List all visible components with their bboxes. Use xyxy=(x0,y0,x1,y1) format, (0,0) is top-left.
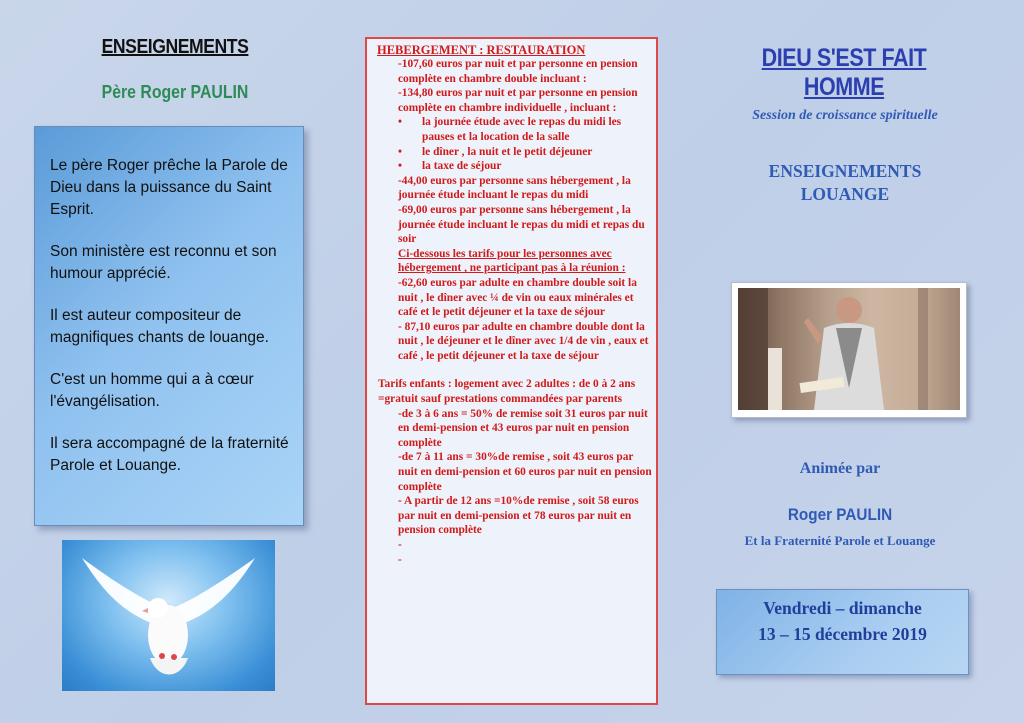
tariff-note: Ci-dessous les tarifs pour les personnes avec hébergement , ne participant pas à la réunion : xyxy=(398,247,626,275)
fraternity-name: Et la Fraternité Parole et Louange xyxy=(744,533,936,548)
bio-paragraph: Le père Roger prêche la Parole de Dieu dans la puissance du Saint Esprit. xyxy=(50,157,288,218)
left-heading: ENSEIGNEMENTS xyxy=(101,36,249,58)
price-line: - 87,10 euros par adulte en chambre double dont la nuit , le déjeuner et le dîner avec 1/4 de vin , eaux et café , le petit déjeuner et la taxe de séjour xyxy=(398,320,649,362)
hosted-by-label: Animée par xyxy=(799,460,881,477)
brochure-title: DIEU S'EST FAIT HOMME xyxy=(761,44,927,101)
speaker-photo-icon xyxy=(738,288,960,410)
speaker-name: Roger PAULIN xyxy=(787,505,893,524)
topic-praise: LOUANGE xyxy=(800,184,890,204)
dash-line: - xyxy=(398,539,402,551)
event-dates: 13 – 15 décembre 2019 xyxy=(758,624,927,644)
price-line: -107,60 euros par nuit et par personne en pension complète en chambre double incluant : xyxy=(398,58,638,85)
topic-teaching: ENSEIGNEMENTS xyxy=(768,161,922,181)
dash-line: - xyxy=(398,553,402,566)
speaker-subheading: Père Roger PAULIN xyxy=(101,82,249,102)
children-price-line: - A partir de 12 ans =10%de remise , soit 58 euros par nuit en demi-pension et 78 euros par nuit en pension complète xyxy=(398,495,639,537)
speaker-photo xyxy=(738,288,960,410)
children-price-line: -de 7 à 11 ans = 30%de remise , soit 43 euros par nuit en demi-pension et 60 euros par nuit en pension complète xyxy=(398,451,652,493)
children-price-line: -de 3 à 6 ans = 50% de remise soit 31 euros par nuit en demi-pension et 43 euros par nuit en pension complète xyxy=(398,407,648,449)
children-tariff: Tarifs enfants : logement avec 2 adultes : de 0 à 2 ans =gratuit sauf prestations commandées par parents xyxy=(378,378,636,406)
program-topics xyxy=(700,160,990,206)
bullet-item: • la taxe de séjour xyxy=(398,159,654,174)
dove-image xyxy=(62,540,275,691)
accommodation-text xyxy=(378,57,654,567)
dove-icon xyxy=(62,540,275,691)
bio-paragraph: Son ministère est reconnu et son humour apprécié. xyxy=(50,243,277,282)
event-days: Vendredi – dimanche xyxy=(763,598,922,618)
bio-text xyxy=(50,155,290,497)
price-line: -44,00 euros par personne sans hébergement , la journée étude incluant le repas du midi xyxy=(398,174,631,202)
accommodation-heading: HEBERGEMENT : RESTAURATION xyxy=(377,43,586,57)
session-subtitle: Session de croissance spirituelle xyxy=(752,108,938,123)
bio-paragraph: C'est un homme qui a à cœur l'évangélisation. xyxy=(50,371,254,410)
bio-paragraph: Il est auteur compositeur de magnifiques chants de louange. xyxy=(50,307,269,346)
price-line: -69,00 euros par personne sans hébergement , la journée étude incluant le repas du midi et repas du soir xyxy=(398,203,645,246)
bio-paragraph: Il sera accompagné de la fraternité Parole et Louange. xyxy=(50,435,289,474)
price-line: -134,80 euros par nuit et par personne en pension complète en chambre individuelle , incluant : xyxy=(398,87,638,114)
bullet-item: • le dîner , la nuit et le petit déjeuner xyxy=(398,145,654,160)
price-line: -62,60 euros par adulte en chambre double soit la nuit , le dîner avec ¼ de vin ou eaux minérales et café et le petit déjeuner et la taxe de séjour xyxy=(398,276,637,319)
bullet-item: • la journée étude avec le repas du midi les pauses et la location de la salle xyxy=(398,115,654,144)
